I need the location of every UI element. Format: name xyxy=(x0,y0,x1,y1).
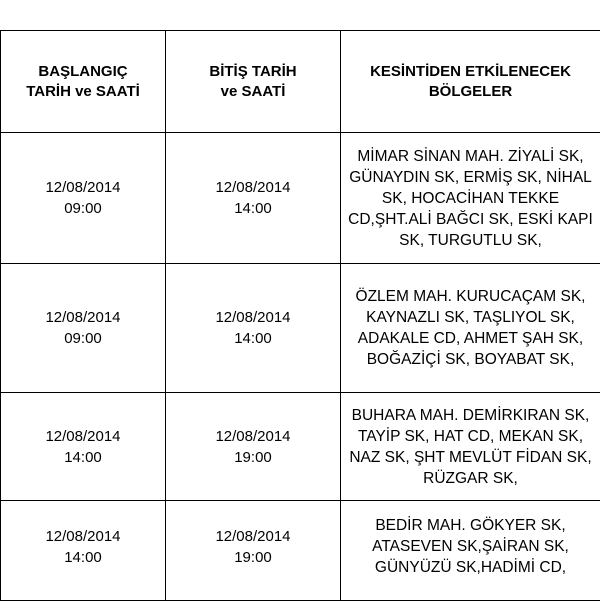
start-datetime-cell: 12/08/2014 14:00 xyxy=(1,501,166,601)
affected-areas-cell: BEDİR MAH. GÖKYER SK, ATASEVEN SK,ŞAİRAN SK, GÜNYÜZÜ SK,HADİMİ CD, xyxy=(341,501,600,601)
end-datetime-cell: 12/08/2014 14:00 xyxy=(166,133,341,264)
end-datetime-cell: 12/08/2014 14:00 xyxy=(166,264,341,393)
affected-areas-cell: BUHARA MAH. DEMİRKIRAN SK, TAYİP SK, HAT CD, MEKAN SK, NAZ SK, ŞHT MEVLÜT FİDAN SK, RÜZGAR SK, xyxy=(341,393,600,501)
affected-areas-cell: ÖZLEM MAH. KURUCAÇAM SK, KAYNAZLI SK, TAŞLIYOL SK, ADAKALE CD, AHMET ŞAH SK, BOĞAZİÇİ SK, BOYABAT SK, xyxy=(341,264,600,393)
table-row xyxy=(1,393,600,501)
header-start-line-1: BAŞLANGIÇ xyxy=(5,62,161,82)
start-datetime-cell: 12/08/2014 09:00 xyxy=(1,133,166,264)
start-datetime-cell: 12/08/2014 09:00 xyxy=(1,264,166,393)
header-start-datetime xyxy=(1,31,166,133)
header-row xyxy=(1,31,600,133)
table-row xyxy=(1,501,600,601)
table-row xyxy=(1,264,600,393)
header-areas-line-2: BÖLGELER xyxy=(345,82,596,102)
end-datetime-cell: 12/08/2014 19:00 xyxy=(166,393,341,501)
header-end-line-2: ve SAATİ xyxy=(170,82,336,102)
end-datetime-cell: 12/08/2014 19:00 xyxy=(166,501,341,601)
outage-schedule-table xyxy=(0,30,600,601)
header-end-datetime xyxy=(166,31,341,133)
header-start-line-2: TARİH ve SAATİ xyxy=(5,82,161,102)
header-areas-line-1: KESİNTİDEN ETKİLENECEK xyxy=(345,62,596,82)
table-row xyxy=(1,133,600,264)
start-datetime-cell: 12/08/2014 14:00 xyxy=(1,393,166,501)
header-end-line-1: BİTİŞ TARİH xyxy=(170,62,336,82)
affected-areas-cell: MİMAR SİNAN MAH. ZİYALİ SK, GÜNAYDIN SK, ERMİŞ SK, NİHAL SK, HOCACİHAN TEKKE CD,ŞHT.ALİ BAĞCI SK, ESKİ KAPI SK, TURGUTLU SK, xyxy=(341,133,600,264)
header-affected-areas xyxy=(341,31,600,133)
